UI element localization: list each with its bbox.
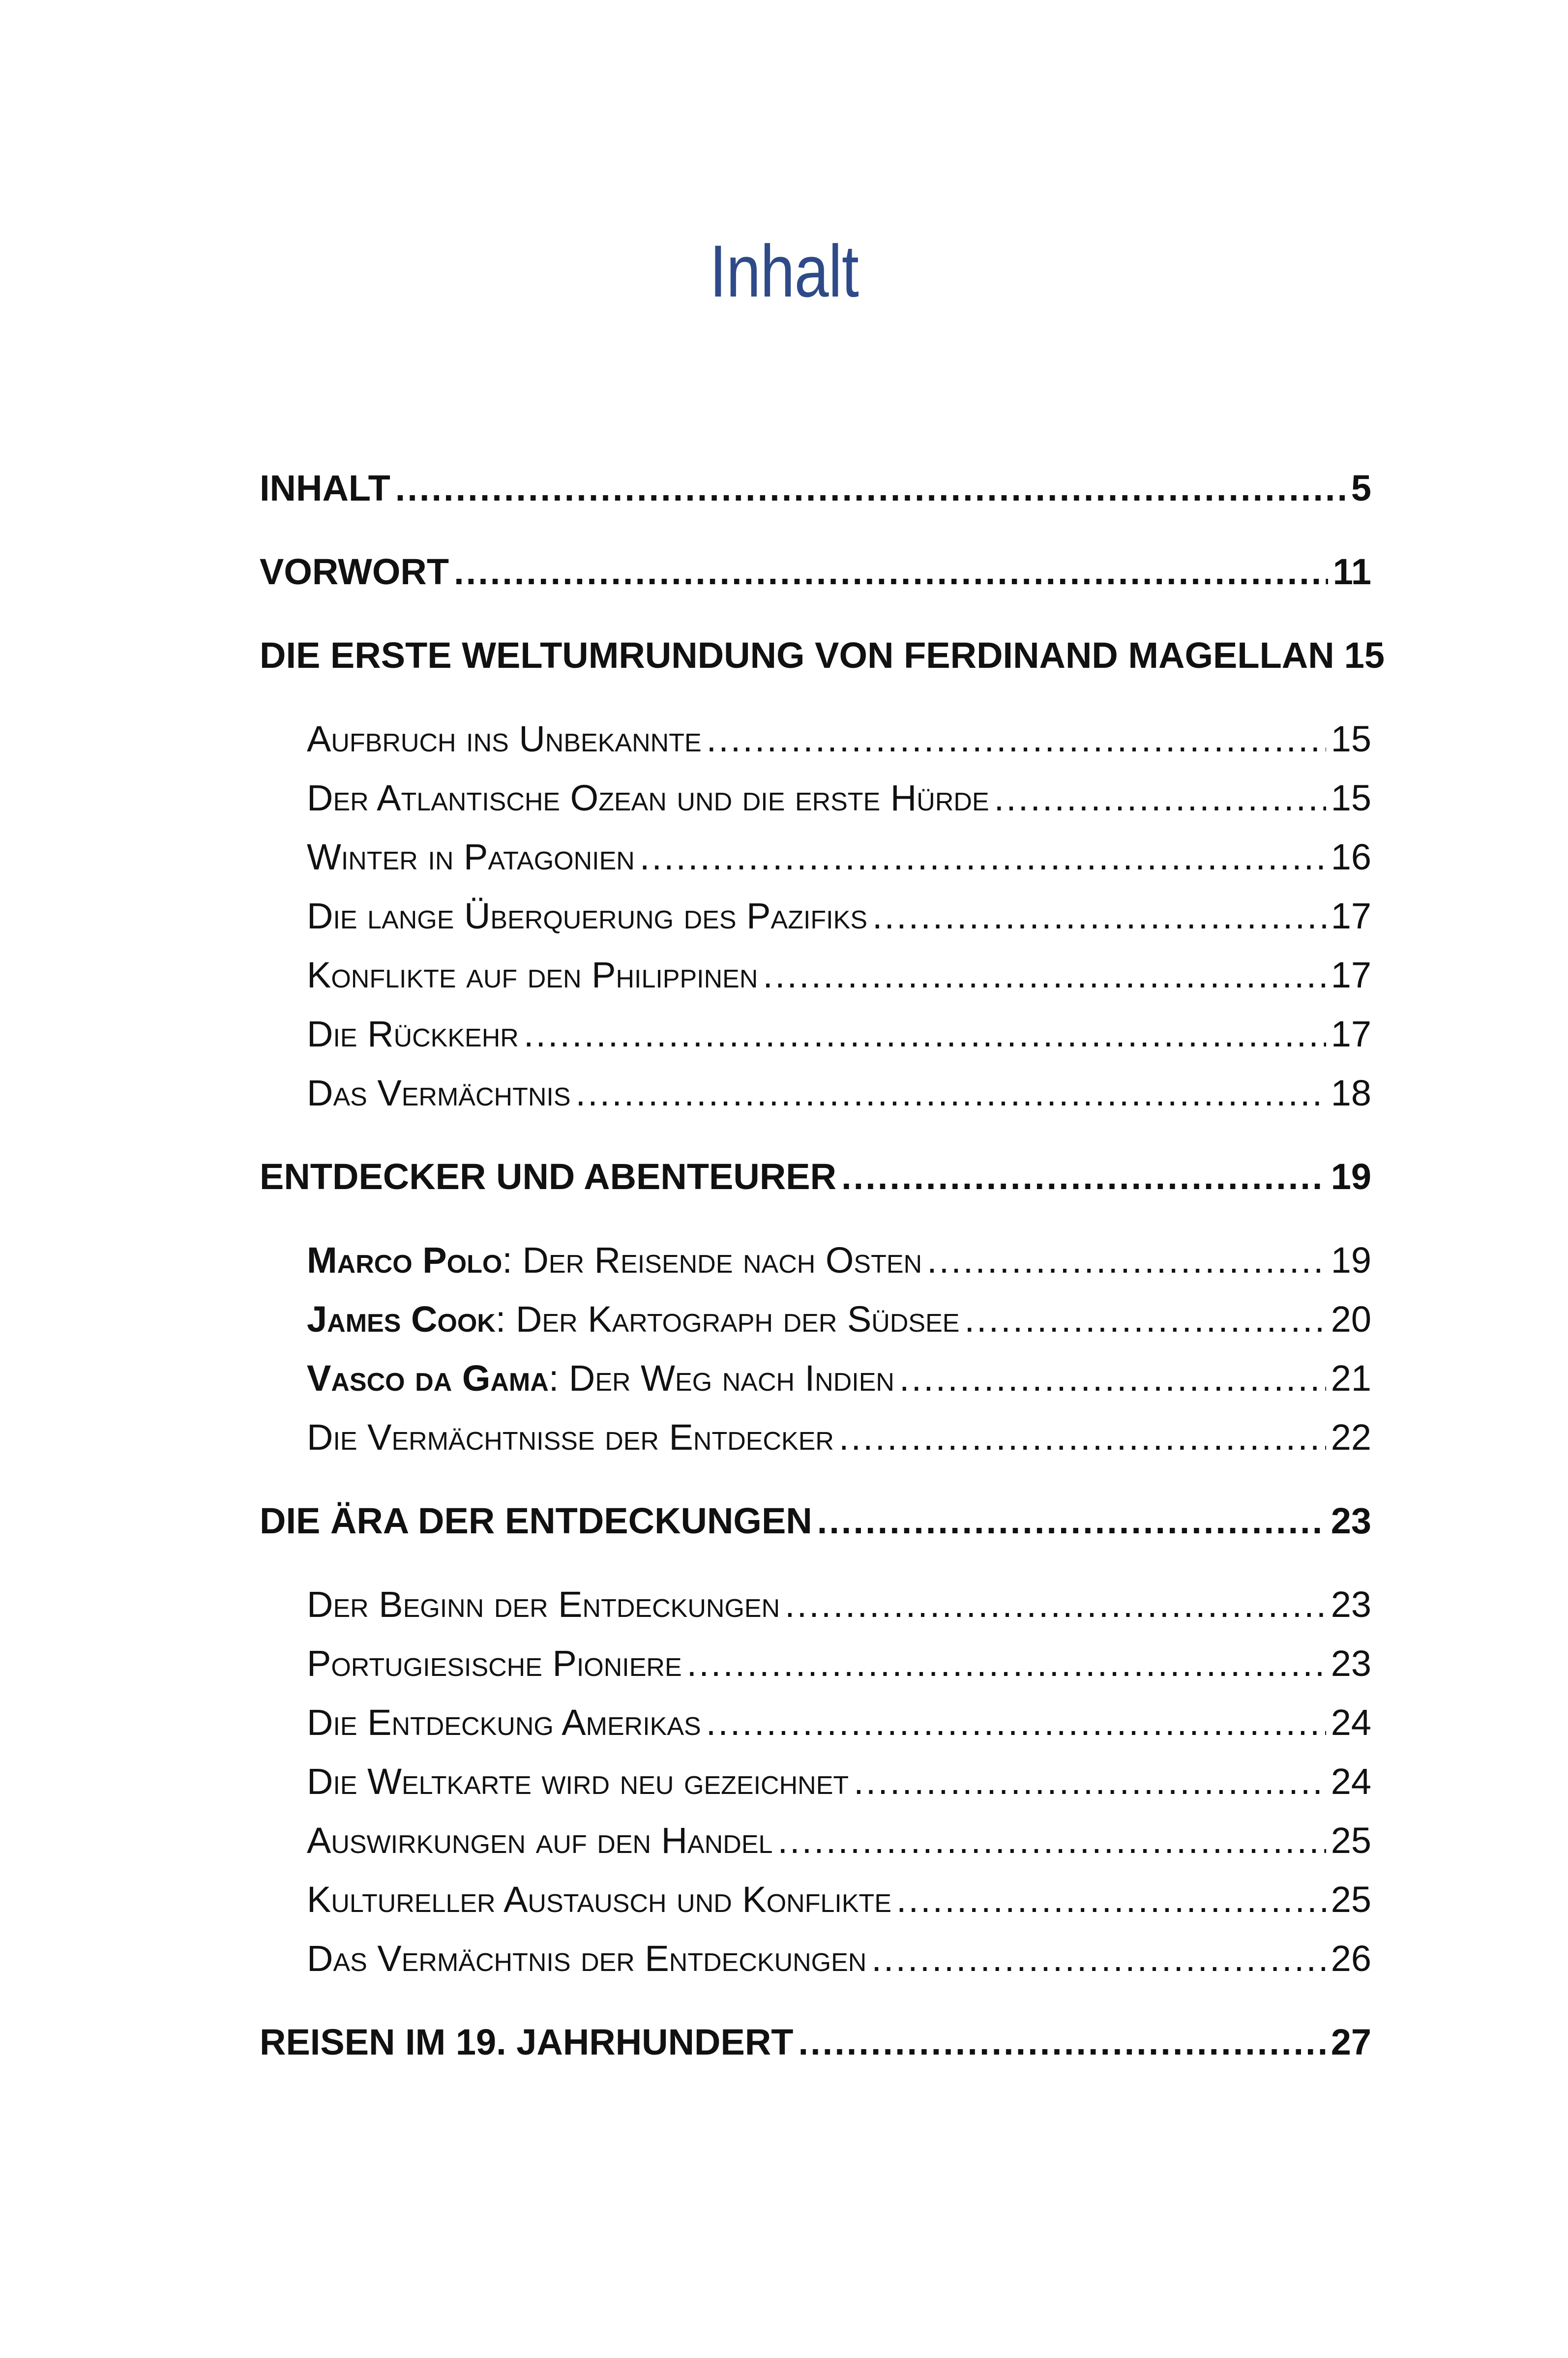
toc-chapter-entry[interactable] (260, 1500, 1371, 1542)
dot-leader (640, 836, 1326, 878)
toc-entry-title (307, 1298, 959, 1340)
dot-leader (899, 1357, 1326, 1399)
toc-section-entry[interactable] (307, 1820, 1371, 1861)
dot-leader (785, 1583, 1326, 1625)
toc-page-number: 15 (1331, 718, 1371, 759)
toc-chapter-entry[interactable] (260, 467, 1371, 509)
dot-leader (454, 551, 1328, 593)
toc-entry-subtitle: : Der Kartograph der Südsee (495, 1299, 960, 1340)
toc-entry-title: DIE ÄRA DER ENTDECKUNGEN (260, 1500, 812, 1541)
toc-page-number: 23 (1331, 1584, 1371, 1625)
toc-page-number: 5 (1351, 468, 1371, 508)
toc-entry-title: Die lange Überquerung des Pazifiks (307, 895, 867, 936)
toc-page-number: 26 (1331, 1938, 1371, 1979)
dot-leader (706, 1701, 1326, 1743)
toc-section-entry[interactable] (307, 1298, 1371, 1340)
explorer-name: Vasco da Gama (307, 1358, 549, 1399)
toc-entry-title: Auswirkungen auf den Handel (307, 1820, 773, 1861)
toc-chapter-entry[interactable] (260, 551, 1371, 593)
toc-page-number: 24 (1331, 1761, 1371, 1802)
dot-leader (395, 467, 1346, 509)
toc-section-entry[interactable] (307, 954, 1371, 996)
toc-page-number: 19 (1331, 1240, 1371, 1281)
dot-leader (839, 1416, 1326, 1458)
toc-entry-title: Winter in Patagonien (307, 836, 635, 877)
dot-leader (777, 1820, 1326, 1861)
dot-leader (854, 1761, 1326, 1802)
toc-page-number: 16 (1331, 836, 1371, 877)
toc-page-number: 11 (1332, 551, 1371, 592)
toc-section-entry[interactable] (307, 777, 1371, 819)
toc-section-entry[interactable] (307, 1879, 1371, 1920)
dot-leader (763, 954, 1326, 996)
toc-entry-title: REISEN IM 19. JAHRHUNDERT (260, 2022, 794, 2062)
toc-section-entry[interactable] (307, 1701, 1371, 1743)
toc-page-number: 17 (1331, 895, 1371, 936)
toc-section-entry[interactable] (307, 1239, 1371, 1281)
toc-entry-title: Kultureller Austausch und Konflikte (307, 1879, 891, 1920)
toc-section-entry[interactable] (307, 836, 1371, 878)
toc-entry-title: DIE ERSTE WELTUMRUNDUNG VON FERDINAND MAGELLAN (260, 635, 1334, 676)
dot-leader (896, 1879, 1326, 1920)
toc-section-entry[interactable] (307, 1416, 1371, 1458)
toc-section-entry[interactable] (307, 1583, 1371, 1625)
toc-page-number: 25 (1331, 1820, 1371, 1861)
dot-leader (872, 895, 1326, 937)
toc-entry-subtitle: : Der Weg nach Indien (548, 1358, 894, 1399)
dot-leader (799, 2021, 1326, 2063)
toc-entry-title: Die Weltkarte wird neu gezeichnet (307, 1761, 849, 1802)
toc-entry-title: Die Vermächtnisse der Entdecker (307, 1417, 834, 1458)
toc-section-entry[interactable] (307, 718, 1371, 760)
toc-page-number: 17 (1331, 955, 1371, 995)
dot-leader (994, 777, 1326, 819)
page-title: Inhalt (709, 230, 859, 312)
dot-leader (576, 1072, 1326, 1114)
toc-page-number: 24 (1331, 1702, 1371, 1743)
toc-entry-title: Der Atlantische Ozean und die erste Hürde (307, 777, 989, 818)
toc-entry-title: Portugiesische Pioniere (307, 1643, 682, 1684)
toc-page-number: 23 (1331, 1500, 1371, 1541)
toc-page-number: 15 (1344, 635, 1385, 676)
toc-page-number: 27 (1331, 2022, 1371, 2062)
toc-page-number: 23 (1331, 1643, 1371, 1684)
explorer-name: Marco Polo (307, 1240, 503, 1281)
toc-section-entry[interactable] (307, 1761, 1371, 1802)
dot-leader (817, 1500, 1326, 1542)
toc-chapter-entry[interactable] (260, 2021, 1371, 2063)
toc-section-entry[interactable] (307, 1013, 1371, 1055)
toc-entry-title (307, 1357, 894, 1399)
toc-entry-title: Der Beginn der Entdeckungen (307, 1584, 780, 1625)
toc-chapter-entry[interactable] (260, 1156, 1371, 1197)
toc-section-entry[interactable] (307, 1357, 1371, 1399)
toc-entry-title: Konflikte auf den Philippinen (307, 955, 758, 995)
toc-chapter-entry[interactable] (260, 634, 1385, 676)
toc-page-number: 21 (1331, 1358, 1371, 1399)
toc-page-number: 22 (1331, 1417, 1371, 1458)
toc-entry-title: Das Vermächtnis (307, 1073, 571, 1113)
toc-page-number: 25 (1331, 1879, 1371, 1920)
toc-page-number: 17 (1331, 1014, 1371, 1054)
toc-section-entry[interactable] (307, 1938, 1371, 1979)
toc-entry-title: Die Entdeckung Amerikas (307, 1702, 701, 1743)
toc-page-number: 18 (1331, 1073, 1371, 1113)
toc-entry-title: INHALT (260, 468, 390, 508)
dot-leader (707, 718, 1326, 760)
toc-page-number: 15 (1331, 777, 1371, 818)
toc-entry-title: Das Vermächtnis der Entdeckungen (307, 1938, 867, 1979)
toc-page-number: 19 (1331, 1156, 1371, 1197)
dot-leader (927, 1239, 1326, 1281)
toc-entry-title (307, 1239, 922, 1281)
toc-entry-title: Aufbruch ins Unbekannte (307, 718, 702, 759)
toc-section-entry[interactable] (307, 895, 1371, 937)
dot-leader (871, 1938, 1326, 1979)
toc-entry-subtitle: : Der Reisende nach Osten (502, 1240, 922, 1281)
dot-leader (964, 1298, 1326, 1340)
toc-entry-title: ENTDECKER UND ABENTEURER (260, 1156, 837, 1197)
toc-entry-title: Die Rückkehr (307, 1014, 519, 1054)
toc-page-number: 20 (1331, 1299, 1371, 1340)
toc-entry-title: VORWORT (260, 551, 449, 592)
dot-leader (524, 1013, 1326, 1055)
dot-leader (841, 1156, 1326, 1197)
toc-section-entry[interactable] (307, 1642, 1371, 1684)
dot-leader (687, 1642, 1326, 1684)
explorer-name: James Cook (307, 1299, 496, 1340)
toc-section-entry[interactable] (307, 1072, 1371, 1114)
